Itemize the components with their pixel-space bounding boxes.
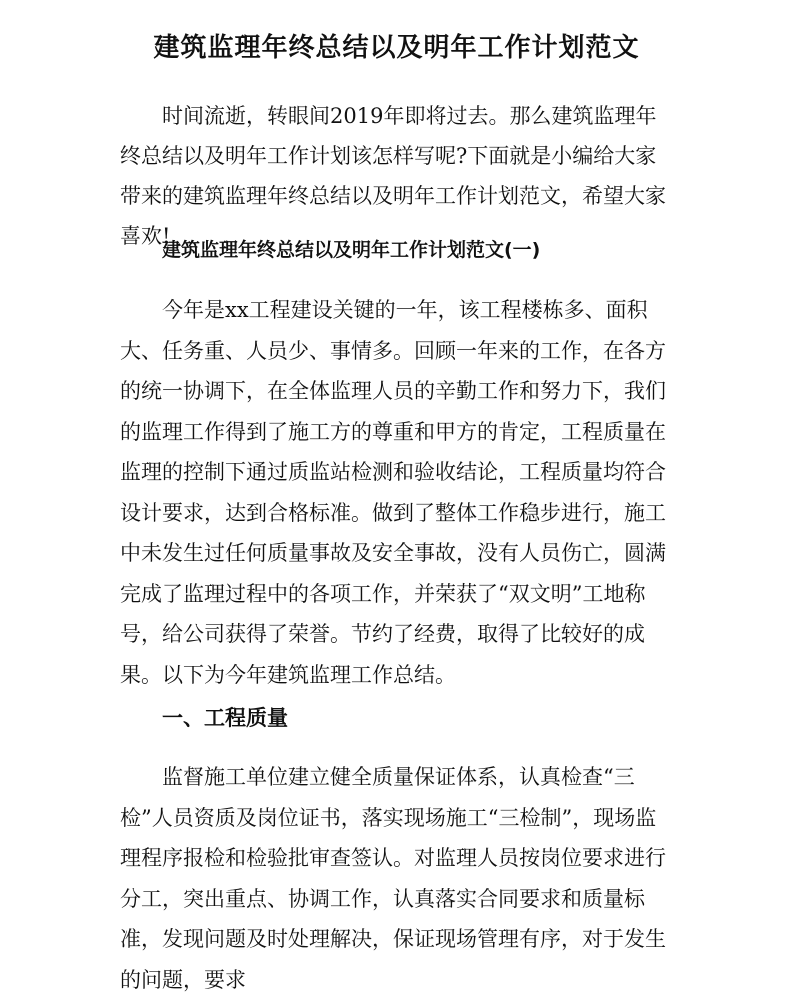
section-subtitle: 建筑监理年终总结以及明年工作计划范文(一) <box>162 239 541 261</box>
document-title: 建筑监理年终总结以及明年工作计划范文 <box>153 33 640 63</box>
body-paragraph-1: 今年是xx工程建设关键的一年，该工程楼栋多、面积大、任务重、人员少、事情多。回顾一年来的工作，在各方的统一协调下，在全体监理人员的辛勤工作和努力下，我们的监理工作得到了施工方的尊重和甲方的肯定，工程质量在监理的控制下通过质监站检测和验收结论，工程质量均符合设计要求，达到合格标准。做到了整体工作稳步进行，施工中未发生过任何质量事故及安全事故，没有人员伤亡，圆满完成了监理过程中的各项工作，并荣获了“双文明”工地称号，给公司获得了荣誉。节约了经费，取得了比较好的成果。以下为今年建筑监理工作总结。 <box>120 298 666 687</box>
intro-paragraph: 时间流逝，转眼间2019年即将过去。那么建筑监理年终总结以及明年工作计划该怎样写呢?下面就是小编给大家带来的建筑监理年终总结以及明年工作计划范文，希望大家喜欢! <box>120 104 666 248</box>
body-paragraph-2: 监督施工单位建立健全质量保证体系，认真检查“三检”人员资质及岗位证书，落实现场施工“三检制”，现场监理程序报检和检验批审查签认。对监理人员按岗位要求进行分工，突出重点、协调工作，认真落实合同要求和质量标准，发现问题及时处理解决，保证现场管理有序，对于发生的问题，要求 <box>120 765 666 992</box>
section-heading-quality: 一、工程质量 <box>162 705 288 730</box>
